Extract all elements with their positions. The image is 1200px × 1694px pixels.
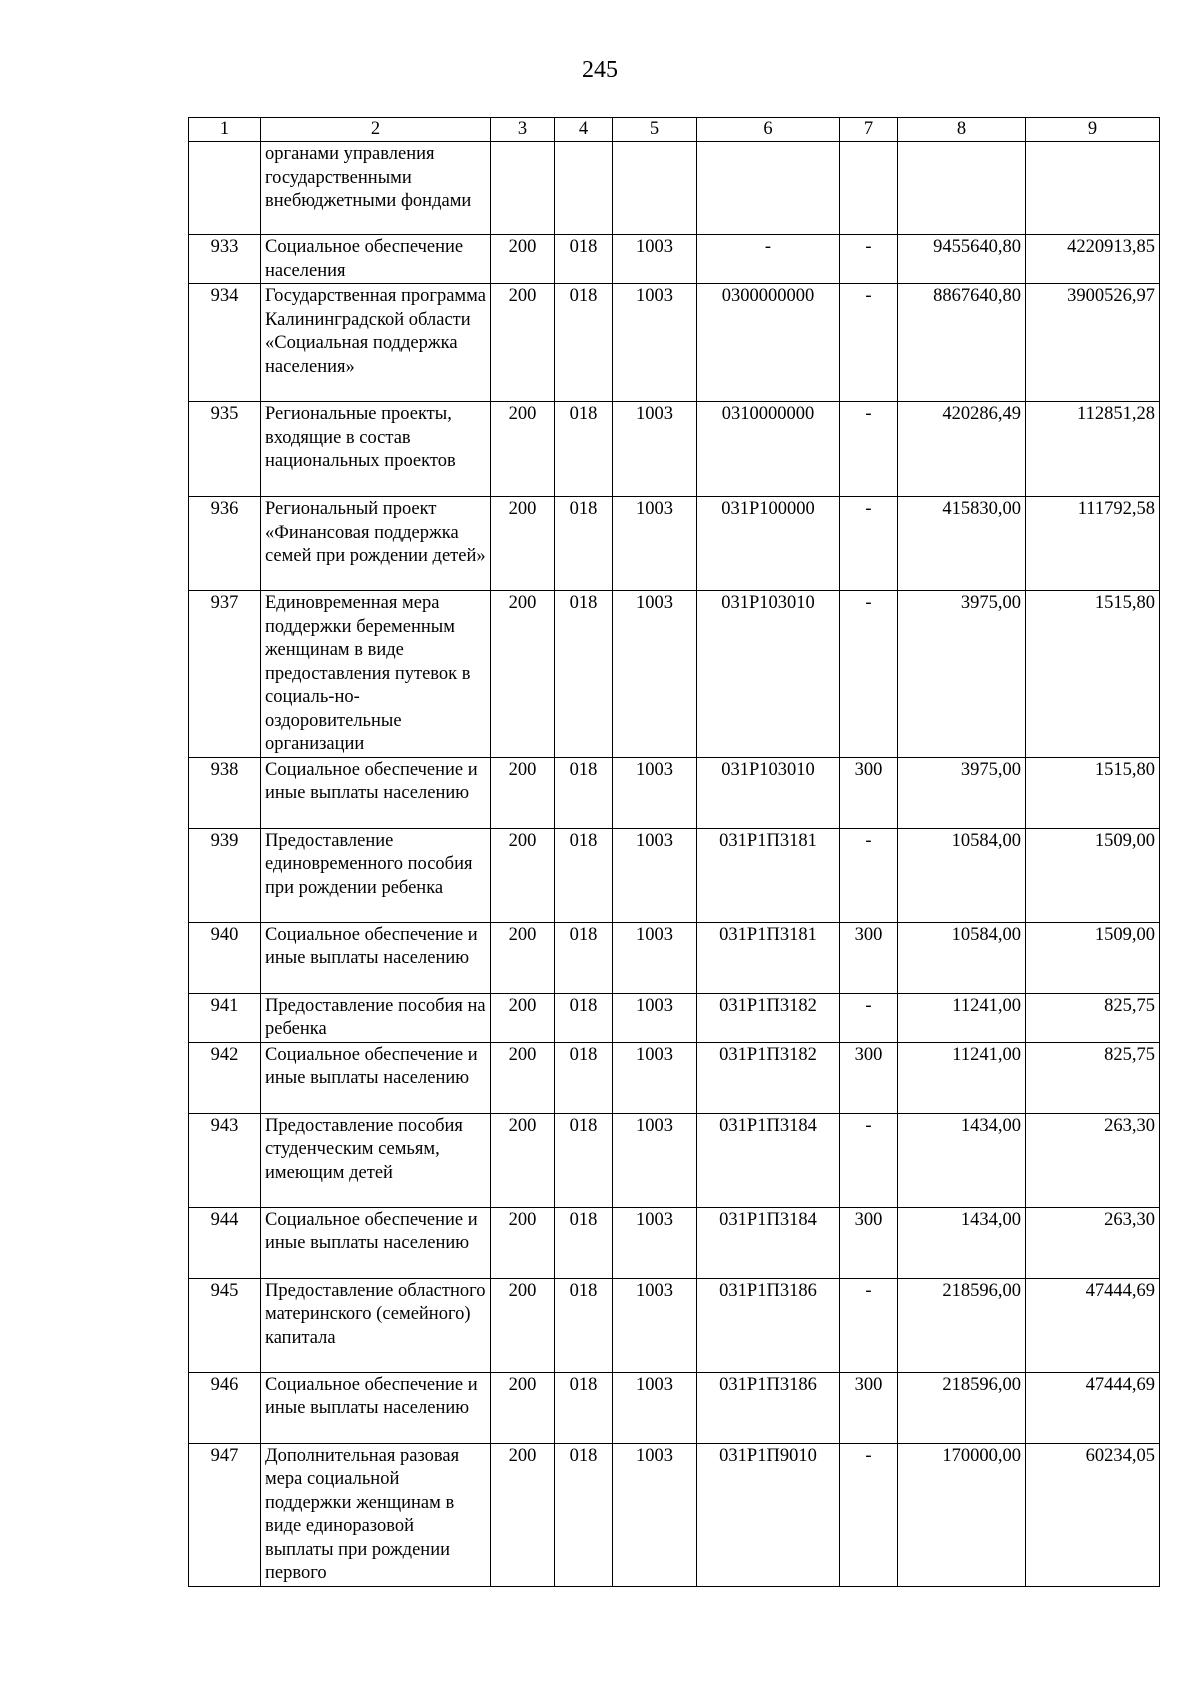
target-article-cell: 0310000000 [697,402,840,497]
code-cell: 200 [491,1372,555,1443]
table-row [189,1443,1160,1586]
amount-cell: 263,30 [1026,1207,1160,1278]
row-number-cell: 944 [189,1207,261,1278]
target-article-cell: 0300000000 [697,284,840,402]
code-cell: 1003 [613,993,697,1042]
amount-cell: 60234,05 [1026,1443,1160,1586]
target-article-cell: 031P1П3186 [697,1278,840,1372]
budget-table [188,117,1160,1587]
code-cell [555,142,613,235]
expense-type-cell: - [840,1113,898,1207]
code-cell [613,142,697,235]
code-cell: 200 [491,1278,555,1372]
row-number-cell: 939 [189,828,261,922]
table-row [189,1207,1160,1278]
table-row [189,284,1160,402]
row-number-cell: 933 [189,235,261,284]
column-header: 3 [491,118,555,142]
row-number-cell [189,142,261,235]
code-cell: 018 [555,1372,613,1443]
amount-cell: 420286,49 [898,402,1026,497]
amount-cell [898,142,1026,235]
amount-cell: 1515,80 [1026,591,1160,758]
target-article-cell: 031P100000 [697,497,840,591]
table-row [189,497,1160,591]
amount-cell: 415830,00 [898,497,1026,591]
expense-type-cell: - [840,828,898,922]
column-header: 5 [613,118,697,142]
description-cell: Предоставление пособия студенческим семьям, имеющим детей [261,1113,491,1207]
table-row [189,142,1160,235]
expense-type-cell: 300 [840,1042,898,1113]
amount-cell: 218596,00 [898,1278,1026,1372]
amount-cell: 218596,00 [898,1372,1026,1443]
amount-cell: 1434,00 [898,1113,1026,1207]
expense-type-cell: 300 [840,922,898,993]
table-row [189,757,1160,828]
code-cell: 200 [491,1443,555,1586]
target-article-cell: 031P1П9010 [697,1443,840,1586]
table-row [189,993,1160,1042]
code-cell: 018 [555,1042,613,1113]
code-cell: 200 [491,235,555,284]
code-cell: 1003 [613,1113,697,1207]
amount-cell: 1515,80 [1026,757,1160,828]
code-cell: 018 [555,993,613,1042]
table-row [189,1372,1160,1443]
amount-cell: 3975,00 [898,591,1026,758]
amount-cell: 3975,00 [898,757,1026,828]
code-cell: 1003 [613,1372,697,1443]
code-cell: 018 [555,828,613,922]
expense-type-cell: - [840,993,898,1042]
code-cell: 1003 [613,284,697,402]
code-cell: 1003 [613,1042,697,1113]
code-cell: 200 [491,1113,555,1207]
column-header: 2 [261,118,491,142]
amount-cell: 825,75 [1026,993,1160,1042]
target-article-cell: 031P1П3184 [697,1113,840,1207]
expense-type-cell [840,142,898,235]
table-row [189,402,1160,497]
amount-cell: 9455640,80 [898,235,1026,284]
row-number-cell: 947 [189,1443,261,1586]
expense-type-cell: - [840,497,898,591]
expense-type-cell: 300 [840,1207,898,1278]
amount-cell: 3900526,97 [1026,284,1160,402]
code-cell: 1003 [613,1443,697,1586]
target-article-cell: 031P1П3184 [697,1207,840,1278]
amount-cell: 1509,00 [1026,922,1160,993]
column-header: 1 [189,118,261,142]
code-cell: 1003 [613,828,697,922]
table-row [189,591,1160,758]
code-cell: 200 [491,922,555,993]
amount-cell: 170000,00 [898,1443,1026,1586]
code-cell: 1003 [613,402,697,497]
code-cell: 200 [491,402,555,497]
row-number-cell: 934 [189,284,261,402]
description-cell: Предоставление пособия на ребенка [261,993,491,1042]
target-article-cell: 031P103010 [697,591,840,758]
row-number-cell: 937 [189,591,261,758]
code-cell: 1003 [613,591,697,758]
amount-cell: 10584,00 [898,828,1026,922]
description-cell: Единовременная мера поддержки беременным женщинам в виде предоставления путевок в социаль-но-оздоровительные организации [261,591,491,758]
amount-cell: 11241,00 [898,1042,1026,1113]
code-cell: 018 [555,757,613,828]
expense-type-cell: - [840,1278,898,1372]
code-cell: 200 [491,497,555,591]
amount-cell: 112851,28 [1026,402,1160,497]
target-article-cell [697,142,840,235]
code-cell: 018 [555,922,613,993]
table-row [189,1113,1160,1207]
code-cell: 018 [555,1443,613,1586]
column-header: 4 [555,118,613,142]
code-cell: 200 [491,591,555,758]
description-cell: Региональные проекты, входящие в состав национальных проектов [261,402,491,497]
row-number-cell: 938 [189,757,261,828]
row-number-cell: 935 [189,402,261,497]
page-number: 245 [582,57,618,83]
row-number-cell: 946 [189,1372,261,1443]
code-cell: 018 [555,1207,613,1278]
description-cell: Предоставление областного материнского (семейного) капитала [261,1278,491,1372]
description-cell: органами управления государственными внебюджетными фондами [261,142,491,235]
code-cell [491,142,555,235]
row-number-cell: 942 [189,1042,261,1113]
target-article-cell: 031P1П3181 [697,828,840,922]
table-body [189,142,1160,1587]
code-cell: 1003 [613,497,697,591]
row-number-cell: 943 [189,1113,261,1207]
row-number-cell: 941 [189,993,261,1042]
target-article-cell: 031P1П3182 [697,993,840,1042]
table-row [189,1042,1160,1113]
row-number-cell: 945 [189,1278,261,1372]
code-cell: 018 [555,1113,613,1207]
expense-type-cell: 300 [840,757,898,828]
amount-cell: 8867640,80 [898,284,1026,402]
target-article-cell: 031P1П3186 [697,1372,840,1443]
code-cell: 1003 [613,1278,697,1372]
expense-type-cell: - [840,591,898,758]
code-cell: 018 [555,591,613,758]
description-cell: Социальное обеспечение и иные выплаты населению [261,1207,491,1278]
amount-cell: 1509,00 [1026,828,1160,922]
row-number-cell: 940 [189,922,261,993]
expense-type-cell: - [840,402,898,497]
amount-cell: 825,75 [1026,1042,1160,1113]
code-cell: 200 [491,284,555,402]
column-header: 7 [840,118,898,142]
code-cell: 1003 [613,757,697,828]
target-article-cell: - [697,235,840,284]
expense-type-cell: - [840,1443,898,1586]
code-cell: 200 [491,757,555,828]
code-cell: 200 [491,993,555,1042]
amount-cell: 11241,00 [898,993,1026,1042]
description-cell: Предоставление единовременного пособия при рождении ребенка [261,828,491,922]
amount-cell: 47444,69 [1026,1372,1160,1443]
table-row [189,1278,1160,1372]
description-cell: Социальное обеспечение и иные выплаты населению [261,1042,491,1113]
code-cell: 018 [555,402,613,497]
description-cell: Региональный проект «Финансовая поддержка семей при рождении детей» [261,497,491,591]
description-cell: Социальное обеспечение и иные выплаты населению [261,1372,491,1443]
expense-type-cell: 300 [840,1372,898,1443]
code-cell: 200 [491,1042,555,1113]
target-article-cell: 031P1П3181 [697,922,840,993]
table-row [189,235,1160,284]
description-cell: Государственная программа Калининградской области «Социальная поддержка населения» [261,284,491,402]
expense-type-cell: - [840,284,898,402]
table-row [189,922,1160,993]
amount-cell: 111792,58 [1026,497,1160,591]
header-row [189,118,1160,142]
target-article-cell: 031P1П3182 [697,1042,840,1113]
amount-cell: 4220913,85 [1026,235,1160,284]
row-number-cell: 936 [189,497,261,591]
code-cell: 200 [491,828,555,922]
target-article-cell: 031P103010 [697,757,840,828]
amount-cell: 1434,00 [898,1207,1026,1278]
code-cell: 200 [491,1207,555,1278]
code-cell: 018 [555,284,613,402]
description-cell: Социальное обеспечение и иные выплаты населению [261,757,491,828]
code-cell: 018 [555,497,613,591]
amount-cell: 263,30 [1026,1113,1160,1207]
amount-cell [1026,142,1160,235]
code-cell: 018 [555,1278,613,1372]
amount-cell: 47444,69 [1026,1278,1160,1372]
code-cell: 1003 [613,235,697,284]
description-cell: Социальное обеспечение и иные выплаты населению [261,922,491,993]
column-header: 9 [1026,118,1160,142]
code-cell: 018 [555,235,613,284]
column-header: 6 [697,118,840,142]
description-cell: Дополнительная разовая мера социальной поддержки женщинам в виде единоразовой выплаты при рождении первого [261,1443,491,1586]
code-cell: 1003 [613,1207,697,1278]
code-cell: 1003 [613,922,697,993]
table-row [189,828,1160,922]
amount-cell: 10584,00 [898,922,1026,993]
description-cell: Социальное обеспечение населения [261,235,491,284]
expense-type-cell: - [840,235,898,284]
column-header: 8 [898,118,1026,142]
